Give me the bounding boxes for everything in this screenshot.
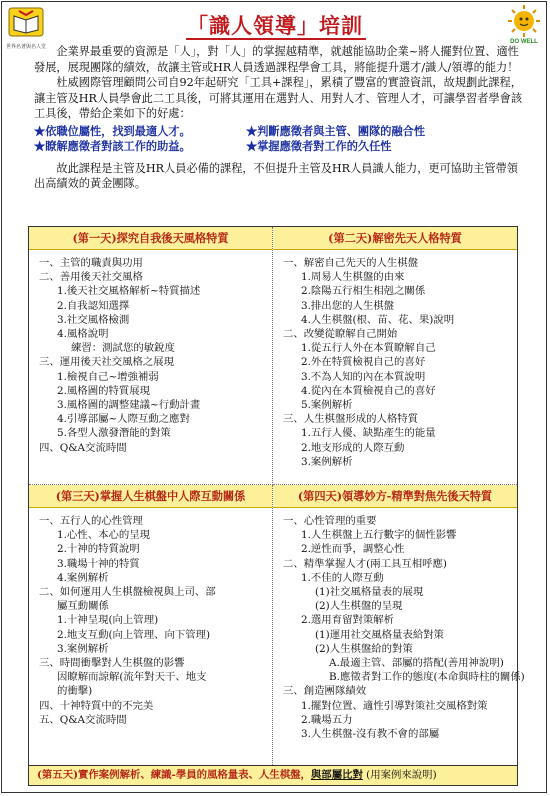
day-4-outline xyxy=(273,508,525,741)
outline-item: 3.案例解析 xyxy=(301,455,353,468)
benefit-item: ★判斷應徵者與主管、團隊的融合性 xyxy=(246,123,426,138)
outline-item: (2)人生棋盤給的對策 xyxy=(315,642,413,655)
day-5-underlined: 與部屬比對 xyxy=(310,769,363,781)
outline-item: 的衝擊) xyxy=(57,685,93,698)
outline-item: 2.十神的特質說明 xyxy=(57,543,140,556)
outline-item: 1.擺對位置、適性引導對策社交風格對策 xyxy=(301,699,488,712)
day-1-cell xyxy=(29,227,273,485)
outline-item: 3.風格圖的調整建議~行動計畫 xyxy=(57,399,201,412)
outline-item: 3.社交風格檢測 xyxy=(57,313,130,326)
day-5-label: (第五天) xyxy=(37,769,79,781)
day-3-header: (第三天)掌握人生棋盤中人際互動關係 xyxy=(29,485,272,508)
title-underline xyxy=(186,38,366,40)
logo-text: DO WELL xyxy=(510,39,538,44)
outline-item: 4.引導部屬~人際互動之應對 xyxy=(57,413,190,426)
day-4-header: (第四天)領導妙方-精準對焦先後天特質 xyxy=(273,485,517,508)
outline-item: 4.風格說明 xyxy=(57,328,109,341)
outline-item: 3.不為人知的內在本質說明 xyxy=(301,370,426,383)
outline-item: 屬互動關係 xyxy=(57,600,109,613)
outline-item: 二、如何運用人生棋盤檢視與上司、部 xyxy=(39,586,216,599)
day-3-outline xyxy=(29,508,272,727)
day-1-outline xyxy=(29,250,272,455)
outline-item: 一、五行人的心性管理 xyxy=(39,515,143,527)
outline-item: 2.外在特質檢視自己的喜好 xyxy=(301,356,426,369)
outline-item: 2.風格圖的特質展現 xyxy=(57,384,151,397)
outline-item: 4.人生棋盤(根、苗、花、果)說明 xyxy=(301,313,455,326)
outline-item: (1)社交風格量表的展現 xyxy=(315,586,424,599)
outline-item: 1.從五行人外在本質瞭解自己 xyxy=(301,342,436,355)
day-2-header: (第二天)解密先天人格特質 xyxy=(273,227,517,250)
outline-item: 五、Q&A交流時間 xyxy=(39,713,127,726)
benefit-row xyxy=(34,124,528,140)
intro-paragraph-3: 故此課程是主管及HR人員必備的課程，不但提升主管及HR人員識人能力，更可協助主管帶領出高績效的黃金團隊。 xyxy=(34,161,518,190)
outline-item: B.應徵者對工作的態度(本命與時柱的關係) xyxy=(329,671,525,684)
day-5-tail: (用案例來說明) xyxy=(362,769,437,781)
day-1-header: (第一天)探究自我後天風格特質 xyxy=(29,227,272,250)
day-3-cell xyxy=(29,485,273,765)
outline-item: 1.五行人優、缺點產生的能量 xyxy=(301,427,436,440)
intro-paragraph-2: 杜威國際管理顧問公司自92年起研究「工具+課程」，累積了豐富的實證資訊，故規劃此課程，讓主管及HR人員學會此二工具後，可將其運用在選對人、用對人才、管理人才，可讓學習者學會該工具後，帶給企業如下的好處： xyxy=(34,76,523,120)
outline-item: 1.周易人生棋盤的由來 xyxy=(301,271,405,284)
course-grid xyxy=(28,226,525,766)
day-2-outline xyxy=(273,250,517,469)
outline-item: 一、解密自己先天的人生棋盤 xyxy=(283,257,419,269)
outline-item: 2.地支互動(向上管理、向下管理) xyxy=(57,628,211,641)
day-4-cell xyxy=(273,485,525,765)
outline-item: 三、人生棋盤形成的人格特質 xyxy=(283,413,419,426)
benefit-item: ★瞭解應徵者對該工作的助益。 xyxy=(34,139,191,153)
outline-item: 2.陰陽五行相生相剋之關係 xyxy=(301,285,426,298)
outline-item: 四、Q&A交流時間 xyxy=(39,441,127,454)
outline-item: 4.案例解析 xyxy=(57,571,109,584)
outline-item: 5.案例解析 xyxy=(301,399,353,412)
intro-section xyxy=(34,44,528,192)
outline-item: 3.人生棋盤-沒有教不會的部屬 xyxy=(301,728,440,741)
outline-item: 1.後天社交風格解析~特質描述 xyxy=(57,285,201,298)
outline-item: 三、創造團隊績效 xyxy=(283,685,367,698)
benefit-row xyxy=(34,139,528,155)
outline-item: 二、改變從瞭解自己開始 xyxy=(283,328,398,341)
outline-item: 一、心性管理的重要 xyxy=(283,515,377,527)
outline-item: 3.案例解析 xyxy=(57,642,109,655)
outline-item: (2)人生棋盤的呈現 xyxy=(315,600,403,613)
logo-caption: 世界名著與名人堂 xyxy=(6,44,47,50)
day-2-cell xyxy=(273,227,517,485)
outline-item: (1)運用社交風格量表給對策 xyxy=(315,628,445,641)
outline-item: 1.心性、本心的呈現 xyxy=(57,529,151,542)
outline-item: 3.排出您的人生棋盤 xyxy=(301,299,395,312)
outline-item: 2.職場五力 xyxy=(301,713,353,726)
benefit-item: ★掌握應徵者對工作的久任性 xyxy=(246,139,392,153)
outline-item: 1.不佳的人際互動 xyxy=(301,571,384,584)
intro-paragraph-1: 企業界最重要的資源是「人」，對「人」的掌握越精準，就越能協助企業~將人擺對位置、適性發展，展現團隊的績效，故讓主管或HR人員透過課程學會工具，將能提升選才/識人/領導的能力！ xyxy=(34,45,519,74)
outline-item: 1.十神呈現(向上管理) xyxy=(57,614,159,627)
outline-item: 四、十神特質中的不完美 xyxy=(39,699,154,712)
outline-item: 4.從內在本質檢視自己的喜好 xyxy=(301,384,436,397)
outline-item: 練習：測試您的敏銳度 xyxy=(71,342,175,355)
outline-item: 二、精準掌握人才(兩工具互相呼應) xyxy=(283,557,447,570)
outline-item: 1.人生棋盤上五行數字的個性影響 xyxy=(301,529,457,542)
outline-item: 一、主管的職責與功用 xyxy=(39,257,143,269)
outline-item: 2.地支形成的人際互動 xyxy=(301,441,405,454)
outline-item: 5.各型人激發潛能的對策 xyxy=(57,427,171,440)
benefit-item: ★依職位屬性，找到最適人才。 xyxy=(34,123,191,138)
outline-item: 3.職場十神的特質 xyxy=(57,557,140,570)
outline-item: 2.自我認知選擇 xyxy=(57,299,130,312)
outline-item: 三、運用後天社交風格之展現 xyxy=(39,356,175,369)
page-title: 「識人領導」培訓 xyxy=(187,13,363,38)
outline-item: 二、善用後天社交風格 xyxy=(39,271,143,284)
outline-item: 三、時間衝擊對人生棋盤的影響 xyxy=(39,657,185,670)
outline-item: A.最適主管、部屬的搭配(善用神說明) xyxy=(329,657,504,670)
day-5-text: 實作案例解析、練識-學員的風格量表、人生棋盤， xyxy=(78,769,311,781)
benefit-list xyxy=(34,124,528,155)
day-5-footer xyxy=(28,766,518,786)
outline-item: 1.檢視自己~增強補弱 xyxy=(57,370,159,383)
outline-item: 因瞭解而諒解(流年對天干、地支 xyxy=(57,671,207,684)
outline-item: 2.選用育留對策解析 xyxy=(301,614,395,627)
outline-item: 2.逆性而爭，調整心性 xyxy=(301,543,405,556)
